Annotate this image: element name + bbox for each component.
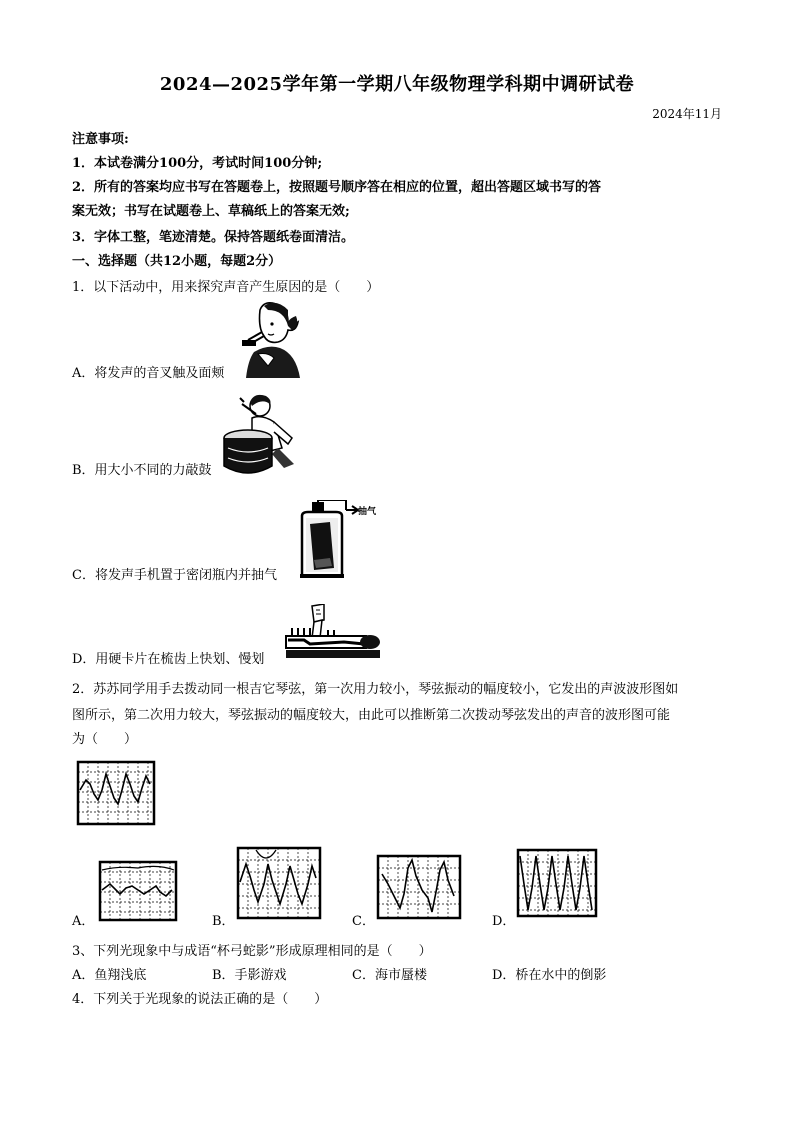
q1-option-c[interactable]: C．将发声手机置于密闭瓶内并抽气 — [72, 568, 277, 583]
notice-item-1: 1．本试卷满分100分，考试时间100分钟; — [72, 156, 323, 171]
q2-stem-line-2: 图所示，第二次用力较大，琴弦振动的幅度较大，由此可以推断第二次拨动琴弦发出的声音的波形图可能 — [72, 708, 671, 723]
q2-option-d[interactable]: D． — [492, 914, 516, 929]
pump-label: 抽气 — [358, 507, 377, 517]
waveform-option-d — [516, 848, 598, 918]
page-title: 2024—2025学年第一学期八年级物理学科期中调研试卷 — [159, 74, 635, 95]
notice-heading: 注意事项: — [72, 132, 129, 147]
q3-option-d[interactable]: D．桥在水中的倒影 — [492, 968, 607, 983]
q3-option-b[interactable]: B．手影游戏 — [212, 968, 287, 983]
q2-option-c[interactable]: C． — [352, 914, 375, 929]
q2-option-b[interactable]: B． — [212, 914, 235, 929]
notice-item-3: 3．字体工整，笔迹清楚。保持答题纸卷面清洁。 — [72, 230, 355, 245]
notice-item-2-cont: 案无效；书写在试题卷上、草稿纸上的答案无效; — [72, 204, 350, 219]
waveform-option-a — [98, 860, 178, 922]
q3-option-c[interactable]: C．海市蜃楼 — [352, 968, 427, 983]
notice-item-2: 2．所有的答案均应书写在答题卷上，按照题号顺序答在相应的位置，超出答题区域书写的答 — [72, 180, 602, 195]
waveform-option-c — [376, 854, 462, 920]
q1-option-a[interactable]: A．将发声的音叉触及面颊 — [72, 366, 225, 381]
section-heading: 一、选择题（共12小题，每题2分） — [72, 254, 282, 269]
q2-option-a[interactable]: A． — [72, 914, 95, 929]
exam-date: 2024年11月 — [652, 107, 722, 121]
reference-waveform — [76, 760, 156, 826]
q4-stem: 4．下列关于光现象的说法正确的是（ ） — [72, 992, 328, 1007]
q2-stem-line-1: 2．苏苏同学用手去拨动同一根吉它琴弦，第一次用力较小，琴弦振动的幅度较小，它发出的声波波形图如 — [72, 682, 679, 697]
q1-option-d[interactable]: D．用硬卡片在梳齿上快划、慢划 — [72, 652, 265, 667]
waveform-option-b — [236, 846, 322, 920]
q2-stem-line-3: 为（ ） — [72, 732, 138, 747]
q1-stem: 1．以下活动中，用来探究声音产生原因的是（ ） — [72, 280, 380, 295]
q3-stem: 3、下列光现象中与成语“杯弓蛇影”形成原理相同的是（ ） — [72, 944, 432, 959]
q3-option-a[interactable]: A．鱼翔浅底 — [72, 968, 147, 983]
q1-option-b[interactable]: B．用大小不同的力敲鼓 — [72, 463, 212, 478]
